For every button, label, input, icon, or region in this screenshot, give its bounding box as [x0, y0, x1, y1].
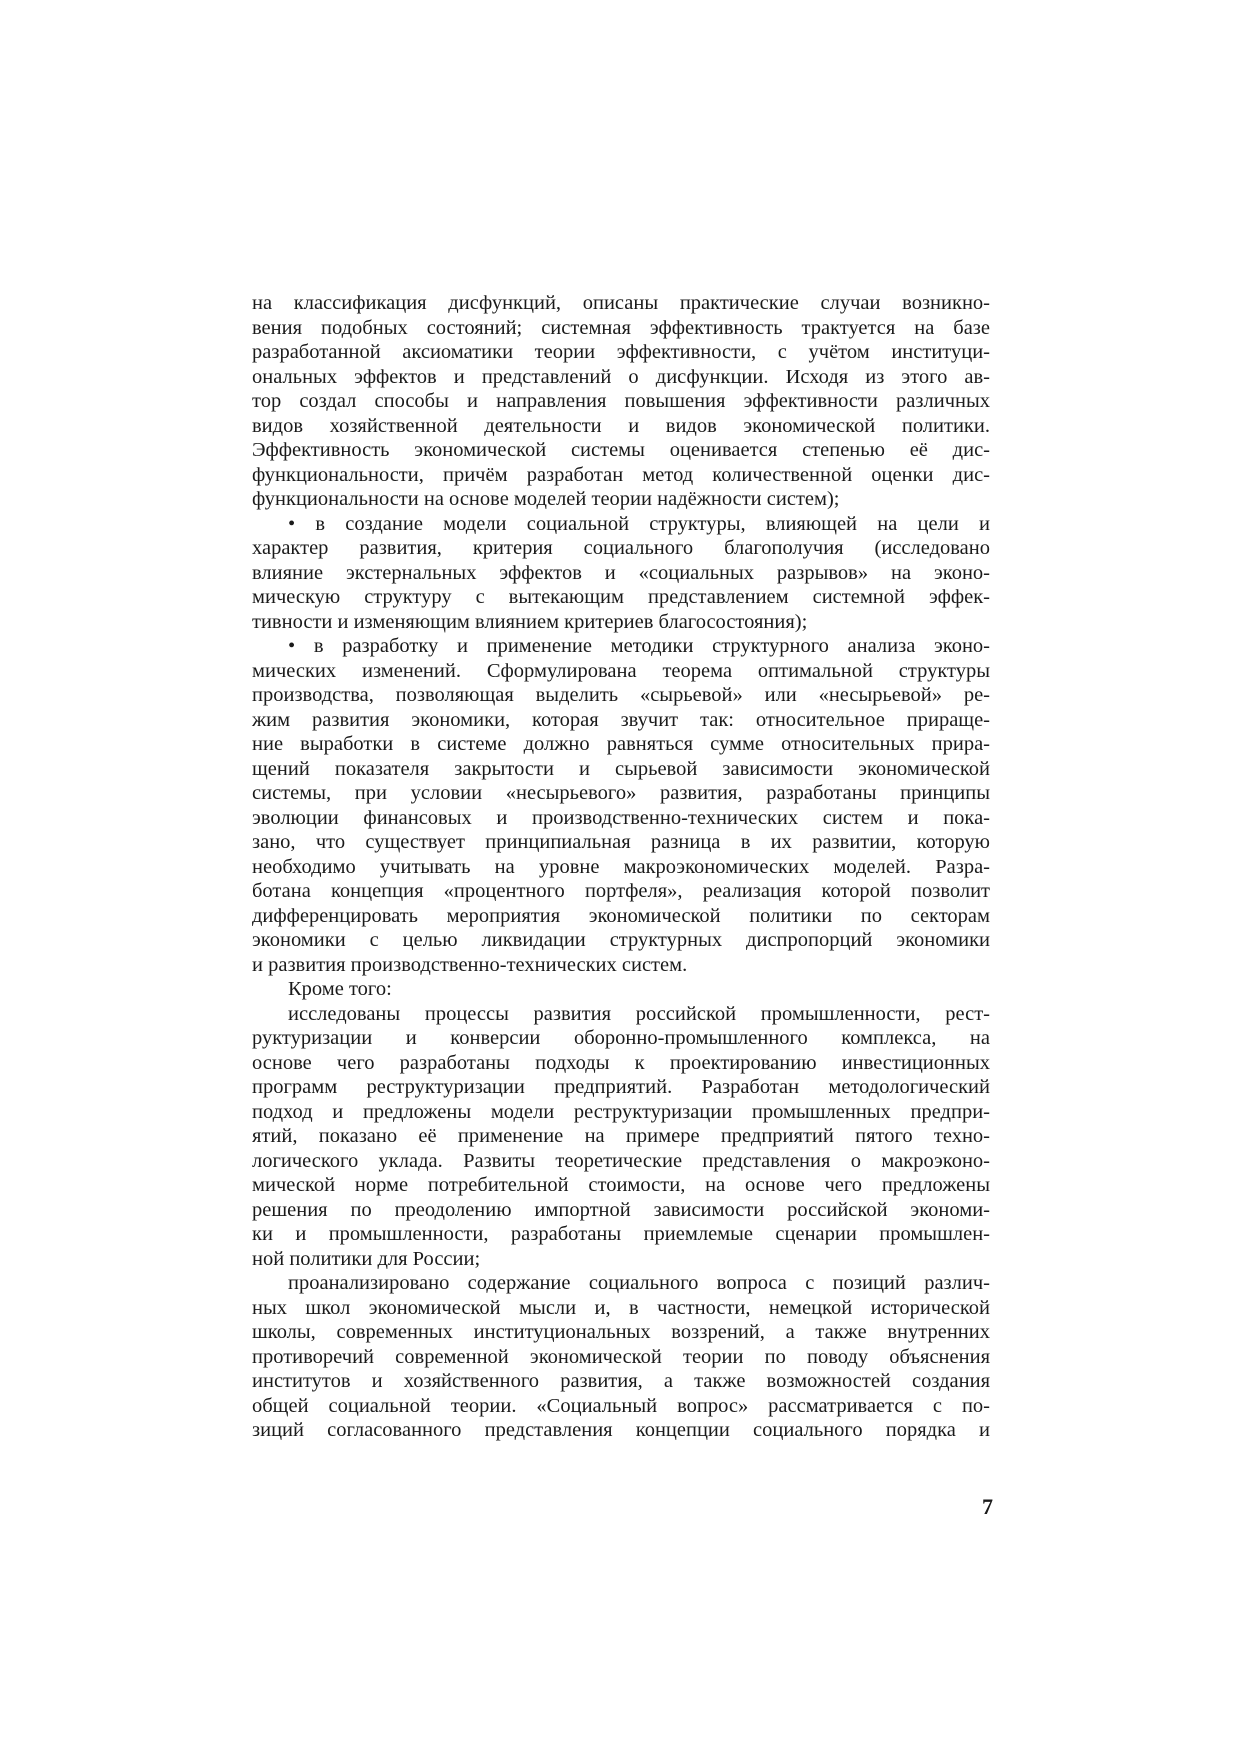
- text-line: мической норме потребительной стоимости, на основе чего предложены: [252, 1174, 990, 1196]
- paragraph: [252, 512, 990, 635]
- text-line: системы, при условии «несырьевого» развития, разработаны принципы: [252, 782, 990, 804]
- text-line: исследованы процессы развития российской промышленности, рест-: [288, 1002, 990, 1025]
- text-line: основе чего разработаны подходы к проектированию инвестиционных: [252, 1051, 990, 1074]
- text-line: мическую структуру с вытекающим представлением системной эффек-: [252, 586, 990, 608]
- text-line: • в создание модели социальной структуры, влияющей на цели и: [288, 512, 990, 535]
- text-line: ональных эффектов и представлений о дисфункции. Исходя из этого ав-: [252, 365, 990, 388]
- text-line: Кроме того:: [288, 978, 392, 1000]
- page-text: [252, 291, 990, 1443]
- text-line: дифференцировать мероприятия экономической политики по секторам: [252, 904, 990, 927]
- text-line: функциональности, причём разработан метод количественной оценки дис-: [252, 463, 990, 486]
- paragraph: [252, 291, 990, 512]
- text-line: экономики с целью ликвидации структурных диспропорций экономики: [252, 929, 990, 951]
- text-line: характер развития, критерия социального благополучия (исследовано: [252, 537, 990, 559]
- text-line: функциональности на основе моделей теории надёжности систем);: [252, 488, 840, 510]
- text-line: ки и промышленности, разработаны приемлемые сценарии промышлен-: [252, 1223, 990, 1245]
- text-line: зано, что существует принципиальная разница в их развитии, которую: [252, 831, 990, 853]
- text-line: подход и предложены модели реструктуризации промышленных предпри-: [252, 1100, 990, 1123]
- text-line: решения по преодолению импортной зависимости российской экономи-: [252, 1198, 990, 1221]
- text-line: ной политики для России;: [252, 1247, 481, 1270]
- text-line: зиций согласованного представления концепции социального порядка и: [252, 1419, 990, 1441]
- text-line: разработанной аксиоматики теории эффективности, с учётом институци-: [252, 341, 990, 363]
- text-line: ятий, показано её применение на примере предприятий пятого техно-: [252, 1125, 990, 1147]
- text-line: логического уклада. Развиты теоретические представления о макроэконо-: [252, 1149, 990, 1172]
- text-line: и развития производственно-технических систем.: [252, 953, 688, 976]
- text-line: на классификация дисфункций, описаны практические случаи возникно-: [252, 292, 990, 314]
- text-line: вения подобных состояний; системная эффективность трактуется на базе: [252, 316, 990, 339]
- text-line: программ реструктуризации предприятий. Разработан методологический: [252, 1076, 990, 1098]
- text-line: ных школ экономической мысли и, в частности, немецкой исторической: [252, 1296, 990, 1319]
- text-line: проанализировано содержание социального вопроса с позиций различ-: [288, 1272, 990, 1294]
- text-line: щений показателя закрытости и сырьевой зависимости экономической: [252, 757, 990, 780]
- text-line: мических изменений. Сформулирована теорема оптимальной структуры: [252, 659, 990, 682]
- paragraph: [252, 1271, 990, 1443]
- text-line: тивности и изменяющим влиянием критериев благосостояния);: [252, 610, 808, 633]
- text-line: ние выработки в системе должно равняться сумме относительных прира-: [252, 733, 990, 755]
- paragraph: [252, 634, 990, 977]
- text-line: противоречий современной экономической теории по поводу объяснения: [252, 1345, 990, 1368]
- text-line: производства, позволяющая выделить «сырьевой» или «несырьевой» ре-: [252, 684, 990, 706]
- text-line: необходимо учитывать на уровне макроэкономических моделей. Разра-: [252, 855, 990, 878]
- text-line: руктуризации и конверсии оборонно-промышленного комплекса, на: [252, 1027, 990, 1049]
- text-line: школы, современных институциональных воззрений, а также внутренних: [252, 1321, 990, 1343]
- text-line: Эффективность экономической системы оценивается степенью её дис-: [252, 439, 990, 461]
- text-line: институтов и хозяйственного развития, а также возможностей создания: [252, 1370, 990, 1392]
- paragraph: [252, 977, 990, 1002]
- text-line: тор создал способы и направления повышения эффективности различных: [252, 390, 990, 412]
- text-line: общей социальной теории. «Социальный вопрос» рассматривается с по-: [252, 1394, 990, 1417]
- text-line: видов хозяйственной деятельности и видов экономической политики.: [252, 414, 990, 437]
- text-line: ботана концепция «процентного портфеля», реализация которой позволит: [252, 880, 990, 902]
- text-line: эволюции финансовых и производственно-технических систем и пока-: [252, 806, 990, 829]
- text-line: жим развития экономики, которая звучит так: относительное прираще-: [252, 708, 990, 731]
- page-number: 7: [982, 1494, 993, 1519]
- text-line: влияние экстернальных эффектов и «социальных разрывов» на эконо-: [252, 561, 990, 584]
- paragraph: [252, 1002, 990, 1272]
- text-line: • в разработку и применение методики структурного анализа эконо-: [288, 635, 990, 657]
